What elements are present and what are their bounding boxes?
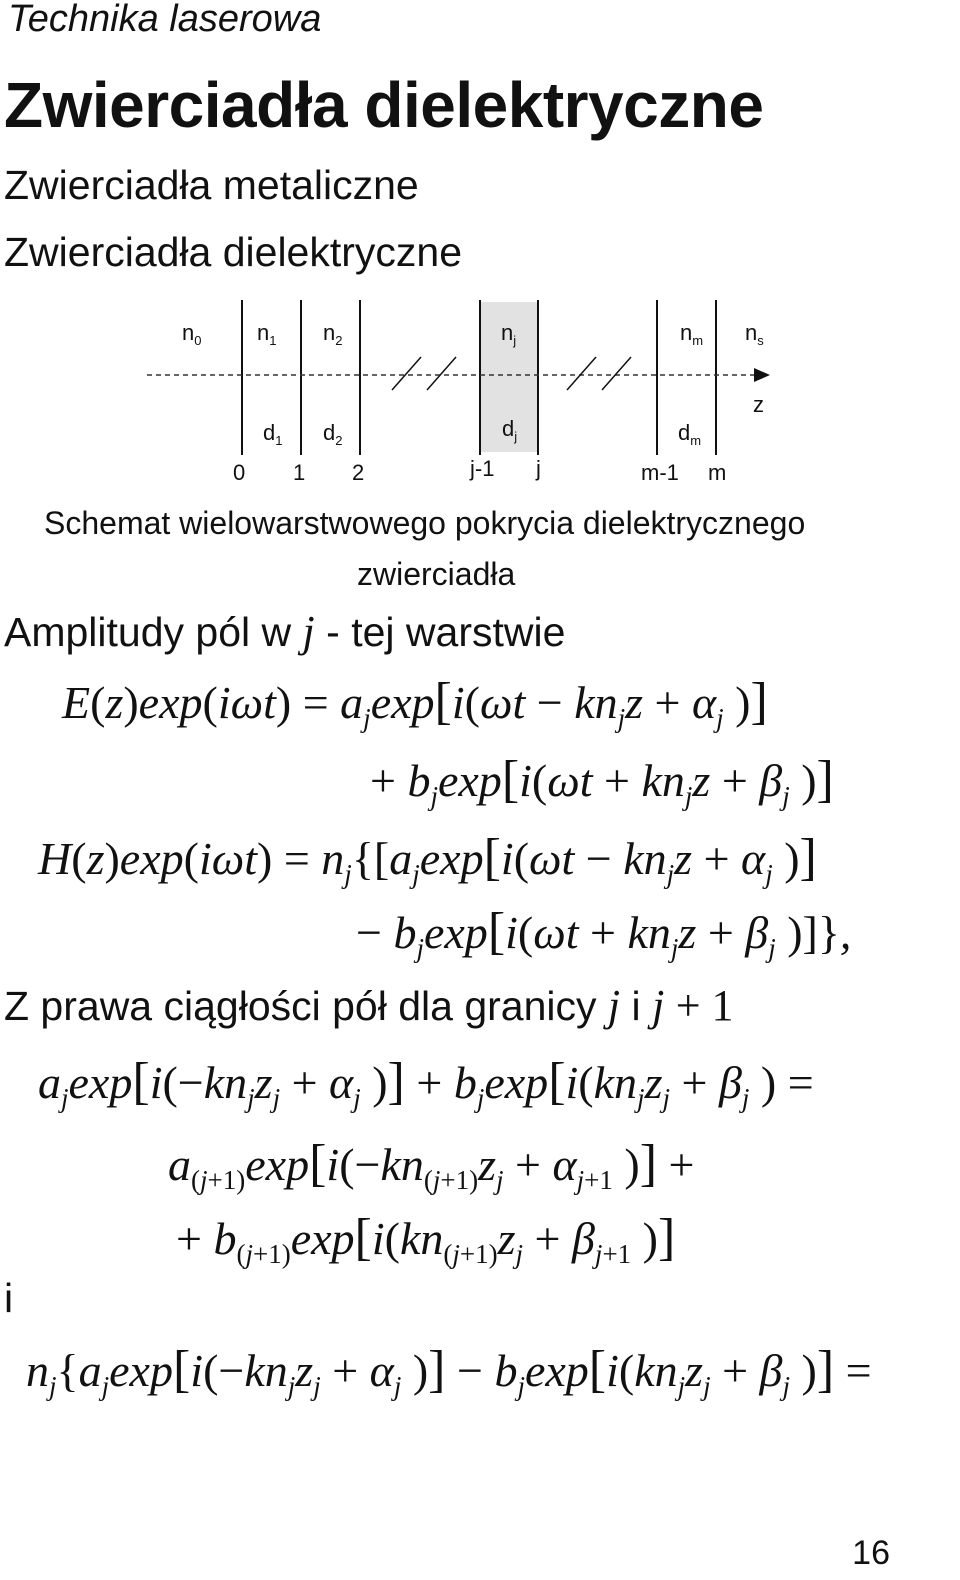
boundary-label-2: 2	[352, 460, 365, 485]
label-ns: $n_s$	[745, 320, 764, 348]
boundary-eq-h-line: $n_j\{a_j\exp[i(-kn_jz_j + \alpha_j$ )] − $b_j\exp[i(kn_jz_j + \beta_j$ )] =	[26, 1341, 872, 1401]
label-d2: $d_2$	[323, 420, 343, 448]
axis-arrow-icon	[754, 368, 770, 382]
equation-h-line2: − $b_j\exp[i(\omega t + kn_jz + \beta_j$ )]},	[356, 903, 852, 963]
boundary-eq-line3: + $b_{(j+1)}\exp[i(kn_{(j+1)}z_j + \beta_{j+1}$ )]	[176, 1209, 676, 1269]
boundary-label-1: 1	[293, 460, 306, 485]
equation-e-line2: + $b_j\exp[i(\omega t + kn_jz + \beta_j$ )]	[370, 751, 834, 811]
figure-caption-line2: zwierciadła	[357, 556, 516, 592]
multilayer-diagram	[0, 290, 960, 490]
boundary-label-j: j	[536, 456, 541, 481]
label-n2: $n_2$	[323, 320, 343, 348]
bullet-metallic-mirrors: Zwierciadła metaliczne	[4, 162, 419, 208]
boundary-label-j-1: j-1	[470, 456, 495, 481]
label-dm: $d_m$	[678, 420, 702, 448]
section-heading-amplitudes: Amplitudy pól w j - tej warstwie	[4, 607, 566, 656]
section-heading-continuity: Z prawa ciągłości pół dla granicy j i j + 1	[4, 981, 734, 1030]
running-header: Technika laserowa	[8, 0, 322, 40]
label-n1: $n_1$	[257, 320, 277, 348]
axis-label-z: z	[753, 392, 764, 417]
boundary-label-m: m	[708, 460, 727, 485]
equation-e-line1: $E(z)\exp(i\omega t) = a_j\exp[i(\omega t - kn_jz + \alpha_j$ )]	[62, 673, 768, 733]
bullet-dielectric-mirrors: Zwierciadła dielektryczne	[4, 229, 463, 275]
page-number: 16	[852, 1534, 890, 1572]
label-n0: $n_0$	[182, 320, 202, 348]
page-title: Zwierciadła dielektryczne	[4, 69, 764, 141]
boundary-eq-line2: $a_{(j+1)}\exp[i(-kn_{(j+1)}z_j + \alpha_{j+1}$ )] +	[168, 1135, 695, 1195]
label-d1: $d_1$	[263, 420, 283, 448]
label-dj: $d_j$	[502, 416, 518, 444]
connector-word: i	[4, 1275, 14, 1321]
equation-h-line1: $H(z)\exp(i\omega t) = n_j\{[a_j\exp[i(\omega t - kn_jz + \alpha_j$ )]	[38, 829, 817, 889]
figure-caption-line1: Schemat wielowarstwowego pokrycia dielektrycznego	[44, 505, 806, 541]
boundary-label-m-1: m-1	[641, 460, 679, 485]
boundary-eq-line1: $a_j\exp[i(-kn_jz_j + \alpha_j$ )] + $b_j\exp[i(kn_jz_j + \beta_j$ ) =	[38, 1053, 814, 1113]
label-nm: $n_m$	[680, 320, 704, 348]
label-nj: $n_j$	[501, 320, 517, 348]
boundary-label-0: 0	[233, 460, 246, 485]
